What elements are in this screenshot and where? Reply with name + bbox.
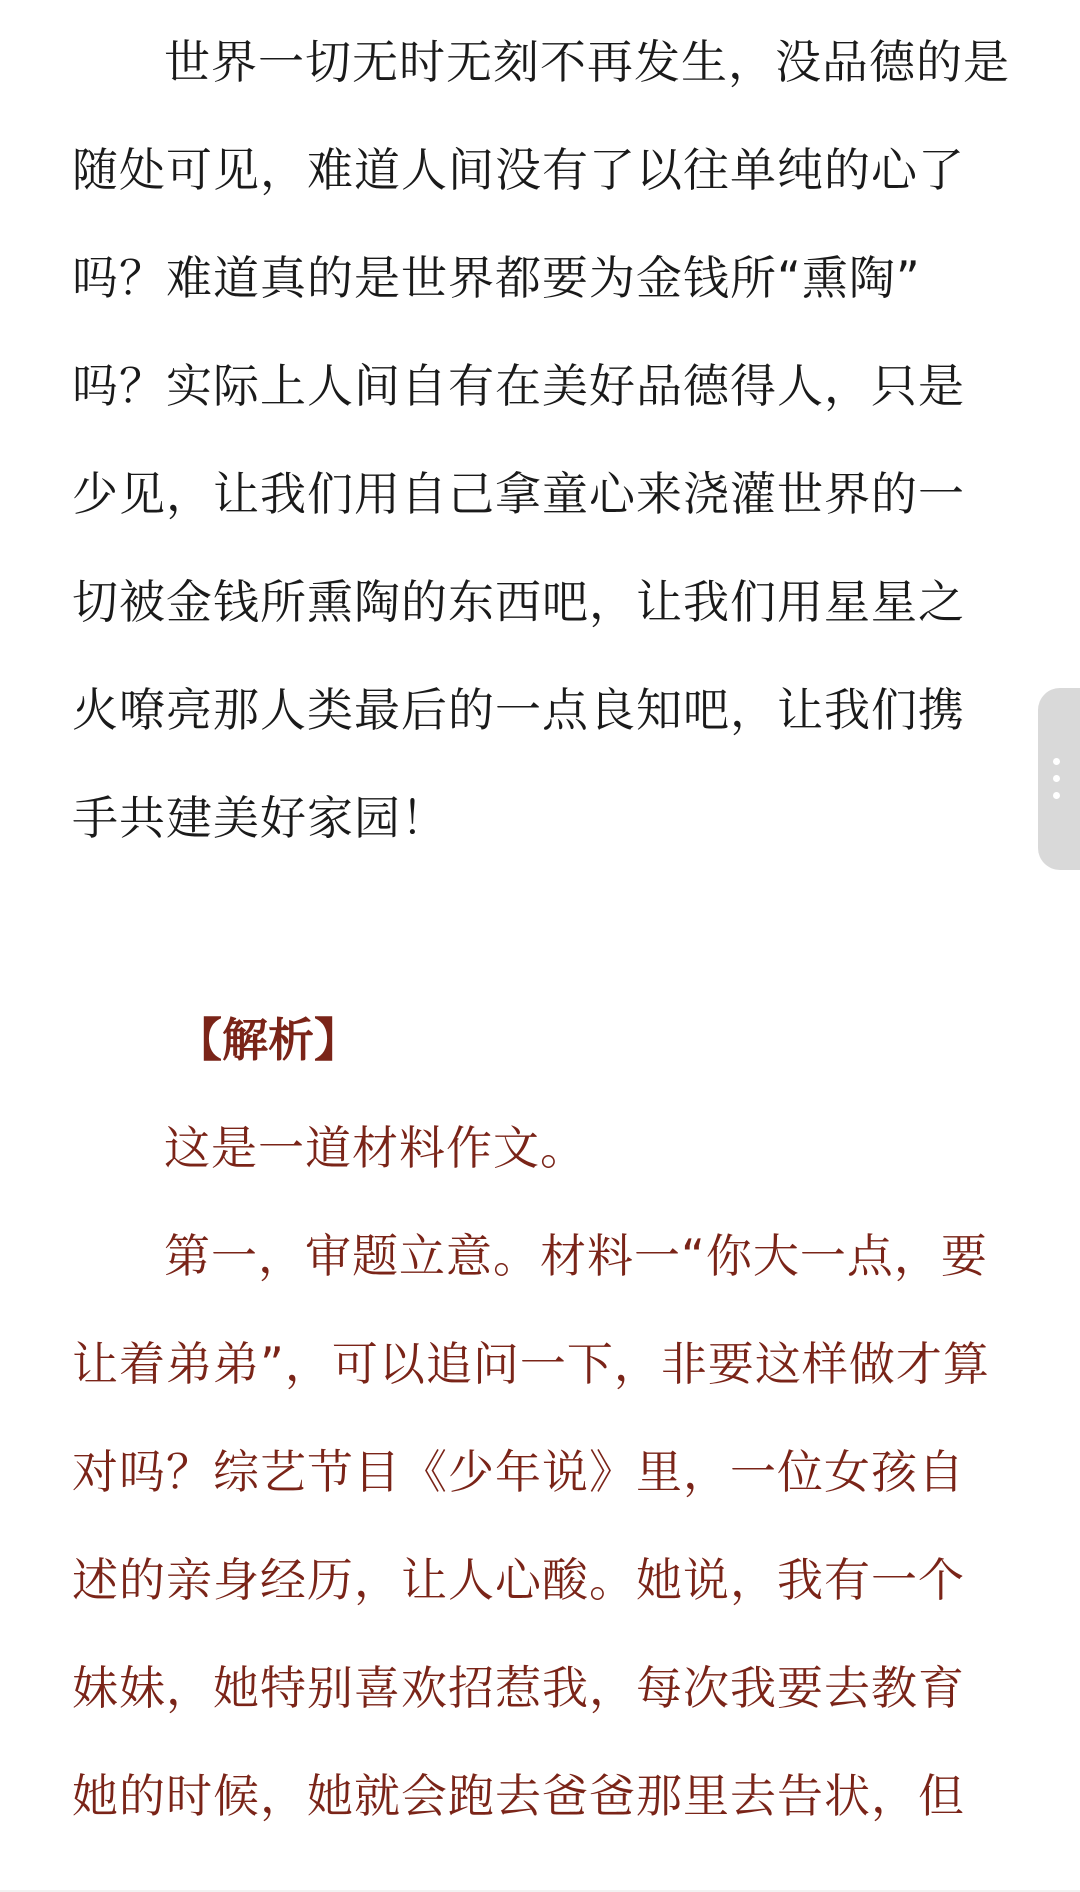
essay-line-8: 手共建美好家园！ — [72, 791, 448, 845]
essay-line-4: 吗？实际上人间自有在美好品德得人，只是 — [72, 359, 965, 413]
essay-line-5: 少见，让我们用自己拿童心来浇灌世界的一 — [72, 467, 965, 521]
analysis-line-6: 妹妹，她特别喜欢招惹我，每次我要去教育 — [72, 1661, 965, 1715]
more-vertical-icon — [1053, 758, 1061, 800]
side-drawer-handle[interactable] — [1038, 688, 1080, 870]
essay-line-1: 世界一切无时无刻不再发生，没品德的是 — [164, 35, 1010, 89]
essay-line-3: 吗？难道真的是世界都要为金钱所“熏陶” — [72, 251, 921, 305]
analysis-line-3: 让着弟弟”，可以追问一下，非要这样做才算 — [72, 1337, 990, 1391]
analysis-line-5: 述的亲身经历，让人心酸。她说，我有一个 — [72, 1553, 965, 1607]
analysis-line-1: 这是一道材料作文。 — [164, 1121, 587, 1175]
analysis-line-7: 她的时候，她就会跑去爸爸那里去告状，但 — [72, 1769, 965, 1823]
essay-line-6: 切被金钱所熏陶的东西吧，让我们用星星之 — [72, 575, 965, 629]
essay-line-7: 火嘹亮那人类最后的一点良知吧，让我们携 — [72, 683, 965, 737]
analysis-heading: 【解析】 — [176, 1013, 360, 1067]
analysis-line-4: 对吗？综艺节目《少年说》里，一位女孩自 — [72, 1445, 965, 1499]
essay-line-2: 随处可见，难道人间没有了以往单纯的心了 — [72, 143, 965, 197]
analysis-line-2: 第一，审题立意。材料一“你大一点，要 — [164, 1229, 988, 1283]
